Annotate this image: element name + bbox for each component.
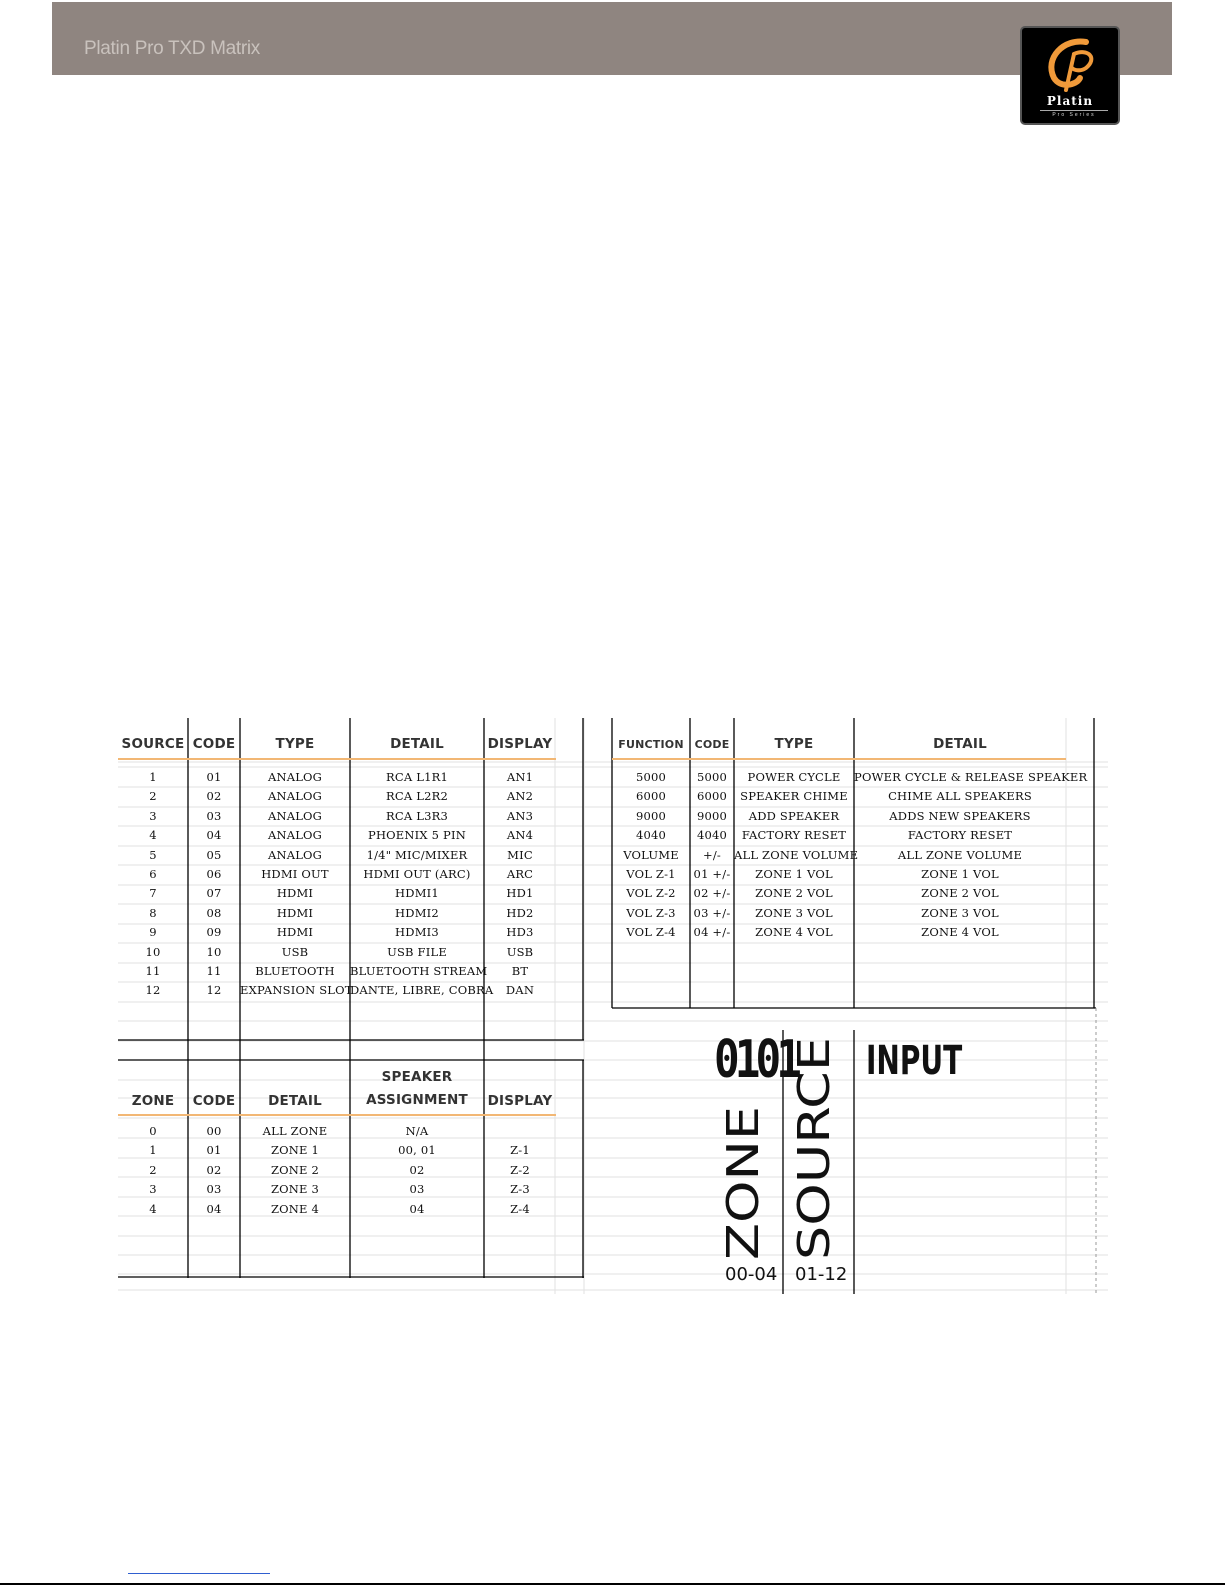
zone-table-cell: Z-2 [510, 1162, 530, 1177]
source-table-cell: HDMI OUT (ARC) [363, 867, 471, 881]
source-table-cell: USB [506, 944, 534, 959]
diagram-source-word: SOURCE [789, 1037, 840, 1260]
spreadsheet-image [118, 718, 1108, 1294]
source-header-display: DISPLAY [487, 736, 553, 752]
source-header-code: CODE [192, 736, 236, 752]
zone-table-cell: 03 [206, 1182, 222, 1197]
zone-table-cell: Z-4 [510, 1201, 530, 1216]
source-table-cell: EXPANSION SLOT [240, 983, 353, 998]
zone-table-cell: ALL ZONE [262, 1124, 328, 1138]
source-table-cell: 7 [149, 886, 157, 901]
function-table-cell: 01 +/- [693, 867, 731, 881]
source-table-cell: 1 [149, 770, 157, 784]
function-table [612, 718, 1096, 1010]
function-table-cell: 6000 [635, 789, 667, 804]
source-table-cell: 04 [206, 828, 222, 843]
function-header-type: TYPE [774, 736, 814, 752]
function-table-cell: ZONE 4 VOL [755, 925, 833, 940]
source-table-cell: ANALOG [267, 808, 323, 823]
function-table-cell: 02 +/- [693, 886, 731, 901]
function-table-cell: CHIME ALL SPEAKERS [888, 789, 1032, 804]
source-table-cell: 6 [149, 867, 157, 881]
source-table-cell: 10 [145, 944, 161, 959]
function-table-cell: 5000 [696, 770, 728, 784]
source-table-cell: HDMI3 [395, 925, 439, 940]
function-table-cell: ZONE 3 VOL [921, 905, 999, 920]
source-table-cell: ANALOG [267, 847, 323, 862]
function-table-cell: ZONE 2 VOL [921, 886, 999, 901]
zone-table-cell: 02 [409, 1162, 425, 1177]
diagram-input-word: INPUT [866, 1038, 963, 1084]
function-header-underline [612, 758, 1066, 760]
function-table-cell: VOL Z-1 [626, 867, 676, 881]
source-table-cell: ARC [506, 867, 534, 881]
function-table-cell: 6000 [696, 789, 728, 804]
source-table [118, 718, 584, 1048]
source-table-cell: HDMI2 [395, 905, 439, 920]
function-table-cell: FACTORY RESET [907, 828, 1013, 843]
source-table-cell: 9 [149, 925, 157, 940]
source-header-detail: DETAIL [390, 736, 444, 752]
logo-subtitle: Pro Series [1040, 110, 1108, 118]
source-table-cell: HDMI OUT [261, 867, 329, 881]
source-table-cell: HDMI [276, 925, 314, 940]
diagram-zone-range: 00-04 [725, 1264, 778, 1285]
source-table-cell: 3 [149, 808, 157, 823]
zone-table [118, 1060, 584, 1280]
zone-table-cell: ZONE 1 [270, 1143, 320, 1158]
diagram-source-range: 01-12 [795, 1264, 848, 1285]
zone-table-cell: ZONE 2 [270, 1162, 320, 1177]
source-table-cell: 05 [206, 847, 222, 862]
source-table-cell: DANTE, LIBRE, COBRA [350, 983, 494, 998]
source-table-cell: 5 [149, 847, 157, 862]
function-table-cell: VOL Z-4 [626, 925, 676, 940]
function-table-cell: 03 +/- [693, 905, 731, 920]
zone-table-cell: 04 [409, 1201, 425, 1216]
source-table-cell: USB FILE [387, 944, 447, 959]
zone-table-cell: N/A [405, 1124, 429, 1138]
source-table-cell: 02 [206, 789, 222, 804]
zone-table-cell: 04 [206, 1201, 222, 1216]
zone-table-cell: 00 [206, 1124, 222, 1138]
source-table-cell: HD3 [506, 925, 534, 940]
function-table-cell: +/- [703, 847, 721, 862]
function-header-detail: DETAIL [933, 736, 987, 752]
zone-table-cell: 03 [409, 1182, 425, 1197]
source-table-cell: ANALOG [267, 828, 323, 843]
source-table-cell: HDMI1 [395, 886, 439, 901]
function-table-cell: 9000 [635, 808, 667, 823]
platin-logo-icon [1036, 34, 1108, 96]
function-table-cell: 9000 [696, 808, 728, 823]
function-table-cell: ALL ZONE VOLUME [897, 847, 1023, 862]
source-table-cell: HD1 [506, 886, 534, 901]
source-table-cell: 03 [206, 808, 222, 823]
source-header-source: SOURCE [121, 736, 185, 752]
source-table-cell: 12 [206, 983, 222, 998]
function-table-cell: 4040 [696, 828, 728, 843]
source-table-cell: 11 [206, 964, 222, 978]
function-table-cell: ADDS NEW SPEAKERS [889, 808, 1031, 823]
source-table-cell: HD2 [506, 905, 534, 920]
function-table-cell: FACTORY RESET [741, 828, 847, 843]
function-table-cell: ALL ZONE VOLUME [734, 847, 859, 862]
source-table-cell: 4 [149, 828, 157, 843]
zone-header-zone: ZONE [131, 1093, 175, 1109]
source-table-cell: AN1 [506, 770, 534, 784]
zone-header-display: DISPLAY [487, 1093, 553, 1109]
footer-link[interactable] [128, 1573, 270, 1574]
function-table-cell: VOL Z-2 [626, 886, 676, 901]
zone-header-code: CODE [192, 1093, 236, 1109]
source-header-underline [118, 758, 556, 760]
function-table-cell: ZONE 3 VOL [755, 905, 833, 920]
source-table-cell: 07 [206, 886, 222, 901]
zone-table-cell: ZONE 4 [270, 1201, 320, 1216]
function-table-cell: SPEAKER CHIME [740, 789, 848, 804]
zone-header-underline [118, 1114, 556, 1116]
zone-table-cell: 1 [149, 1143, 157, 1158]
source-table-cell: RCA L3R3 [386, 808, 448, 823]
function-table-cell: ZONE 1 VOL [921, 867, 999, 881]
source-table-cell: ANALOG [267, 789, 323, 804]
function-table-cell: VOL Z-3 [626, 905, 676, 920]
source-table-cell: BLUETOOTH STREAM [350, 964, 488, 978]
function-table-cell: VOLUME [623, 847, 679, 862]
zone-table-cell: ZONE 3 [270, 1182, 320, 1197]
zone-header-assignment: ASSIGNMENT [366, 1092, 468, 1108]
zone-header-speaker: SPEAKER [381, 1069, 453, 1085]
source-table-cell: 1/4" MIC/MIXER [366, 847, 468, 862]
platin-logo [1020, 26, 1120, 125]
source-table-cell: HDMI [276, 905, 314, 920]
header-band [52, 2, 1172, 75]
source-table-cell: RCA L2R2 [386, 789, 448, 804]
source-table-cell: AN3 [506, 808, 534, 823]
source-table-cell: 09 [206, 925, 222, 940]
zone-table-cell: 02 [206, 1162, 222, 1177]
function-table-cell: ADD SPEAKER [748, 808, 840, 823]
source-table-cell: MIC [507, 847, 533, 862]
source-table-cell: 2 [149, 789, 157, 804]
source-table-cell: BLUETOOTH [255, 964, 335, 978]
zone-table-cell: 4 [149, 1201, 157, 1216]
zone-table-cell: 01 [206, 1143, 222, 1158]
function-header-function: FUNCTION [618, 738, 684, 751]
source-table-cell: PHOENIX 5 PIN [368, 828, 466, 843]
function-table-cell: ZONE 2 VOL [755, 886, 833, 901]
zone-table-cell: 0 [149, 1124, 157, 1138]
source-table-cell: 11 [145, 964, 161, 978]
source-table-cell: AN4 [506, 828, 534, 843]
source-table-cell: 06 [206, 867, 222, 881]
zone-header-detail: DETAIL [268, 1093, 322, 1109]
zone-table-cell: 00, 01 [398, 1143, 436, 1158]
source-table-cell: USB [281, 944, 309, 959]
function-table-cell: ZONE 1 VOL [755, 867, 833, 881]
function-header-code: CODE [694, 738, 730, 751]
zone-table-cell: 3 [149, 1182, 157, 1197]
function-table-cell: 04 +/- [693, 925, 731, 940]
source-table-cell: BT [511, 964, 529, 978]
diagram-code: 0101 [714, 1030, 798, 1090]
zone-table-cell: 2 [149, 1162, 157, 1177]
function-table-cell: ZONE 4 VOL [921, 925, 999, 940]
function-table-cell: POWER CYCLE & RELEASE SPEAKER [854, 770, 1088, 784]
code-diagram [712, 1030, 1012, 1294]
source-table-cell: 12 [145, 983, 161, 998]
source-table-cell: DAN [505, 983, 535, 998]
source-table-cell: HDMI [276, 886, 314, 901]
zone-table-cell: Z-3 [510, 1182, 530, 1197]
page-title: Platin Pro TXD Matrix [84, 38, 261, 59]
source-header-type: TYPE [275, 736, 315, 752]
source-table-cell: ANALOG [267, 770, 323, 784]
source-table-cell: 8 [149, 905, 157, 920]
logo-wordmark: Platin [1046, 94, 1094, 108]
zone-table-cell: Z-1 [510, 1143, 530, 1158]
diagram-zone-word: ZONE [718, 1105, 769, 1260]
function-table-cell: 4040 [635, 828, 667, 843]
source-table-cell: 08 [206, 905, 222, 920]
function-table-cell: POWER CYCLE [747, 770, 841, 784]
source-table-cell: 01 [206, 770, 222, 784]
source-table-cell: RCA L1R1 [386, 770, 448, 784]
function-table-cell: 5000 [635, 770, 667, 784]
source-table-cell: 10 [206, 944, 222, 959]
source-table-cell: AN2 [506, 789, 534, 804]
